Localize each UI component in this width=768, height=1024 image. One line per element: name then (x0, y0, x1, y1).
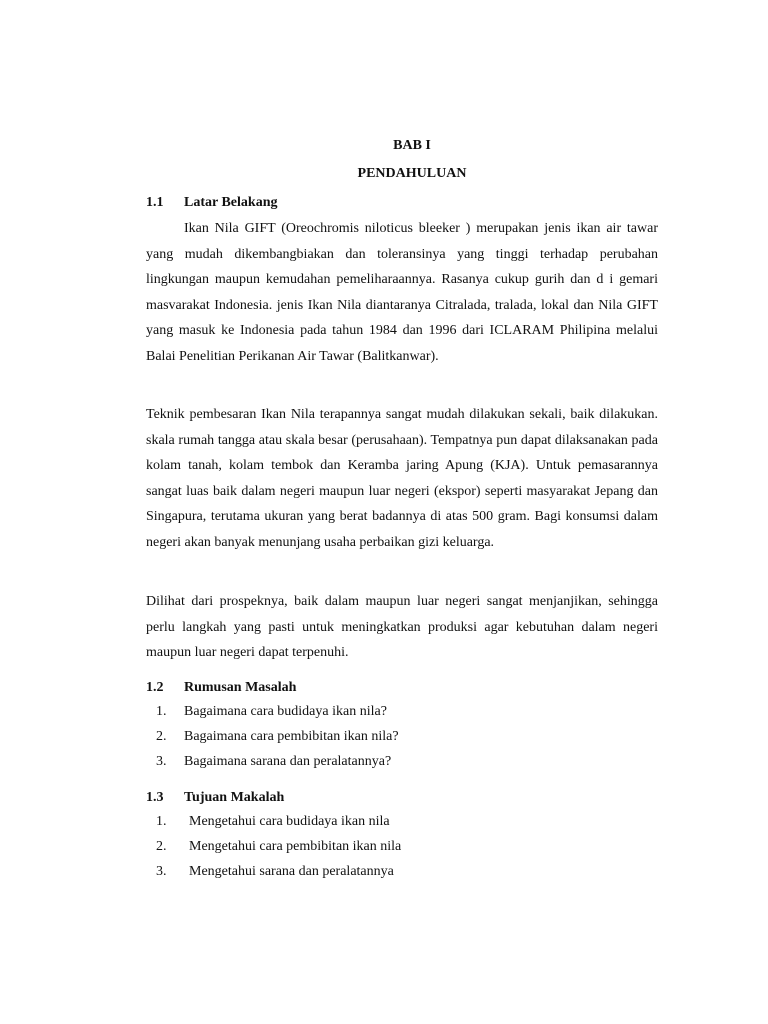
list-item: 3. Mengetahui sarana dan peralatannya (156, 864, 394, 879)
paragraph-latar-belakang-3: Dilihat dari prospeknya, baik dalam maupun luar negeri sangat menjanjikan, sehingga perlu langkah yang pasti untuk meningkatkan produksi agar kebutuhan dalam negeri maupun luar negeri dapat terpenuhi. (146, 594, 658, 661)
list-item: 1. Mengetahui cara budidaya ikan nila (156, 814, 390, 829)
chapter-title: PENDAHULUAN (357, 166, 467, 181)
list-item: 3. Bagaimana sarana dan peralatannya? (156, 754, 392, 769)
tujuan-list (146, 812, 401, 887)
section-title: Tujuan Makalah (184, 790, 285, 805)
list-item: 1. Bagaimana cara budidaya ikan nila? (156, 704, 387, 719)
section-heading-rumusan-masalah (146, 678, 296, 698)
section-number: 1.3 (146, 790, 164, 805)
section-number: 1.1 (146, 195, 164, 210)
section-title: Latar Belakang (184, 195, 278, 210)
list-item: 2. Mengetahui cara pembibitan ikan nila (156, 839, 402, 854)
paragraph-latar-belakang-1: Ikan Nila GIFT (Oreochromis niloticus bleeker ) merupakan jenis ikan air tawar yang mudah dikembangbiakan dan toleransinya yang tinggi terhadap perubahan lingkungan maupun kemudahan pemeliharaannya. Rasanya cukup gurih dan d i gemari masvarakat Indonesia. jenis Ikan Nila diantaranya Citralada, tralada, lokal dan Nila GIFT yang masuk ke Indonesia pada tahun 1984 dan 1996 dari ICLARAM Philipina melalui Balai Penelitian Perikanan Air Tawar (Balitkanwar). (146, 221, 658, 364)
paragraph-latar-belakang-2: Teknik pembesaran Ikan Nila terapannya sangat mudah dilakukan sekali, baik dilakukan. skala rumah tangga atau skala besar (perusahaan). Tempatnya pun dapat dilaksanakan pada kolam tanah, kolam tembok dan Keramba jaring Apung (KJA). Untuk pemasarannya sangat luas baik dalam negeri maupun luar negeri (ekspor) seperti masyarakat Jepang dan Singapura, terutama ukuran yang berat badannya di atas 500 gram. Bagi konsumsi dalam negeri akan banyak menunjang usaha perbaikan gizi keluarga. (146, 407, 658, 550)
rumusan-list (146, 702, 399, 777)
section-heading-latar-belakang (146, 193, 277, 213)
chapter-label: BAB I (393, 138, 431, 153)
section-number: 1.2 (146, 680, 164, 695)
section-title: Rumusan Masalah (184, 680, 297, 695)
list-item: 2. Bagaimana cara pembibitan ikan nila? (156, 729, 399, 744)
section-heading-tujuan-makalah (146, 788, 284, 808)
